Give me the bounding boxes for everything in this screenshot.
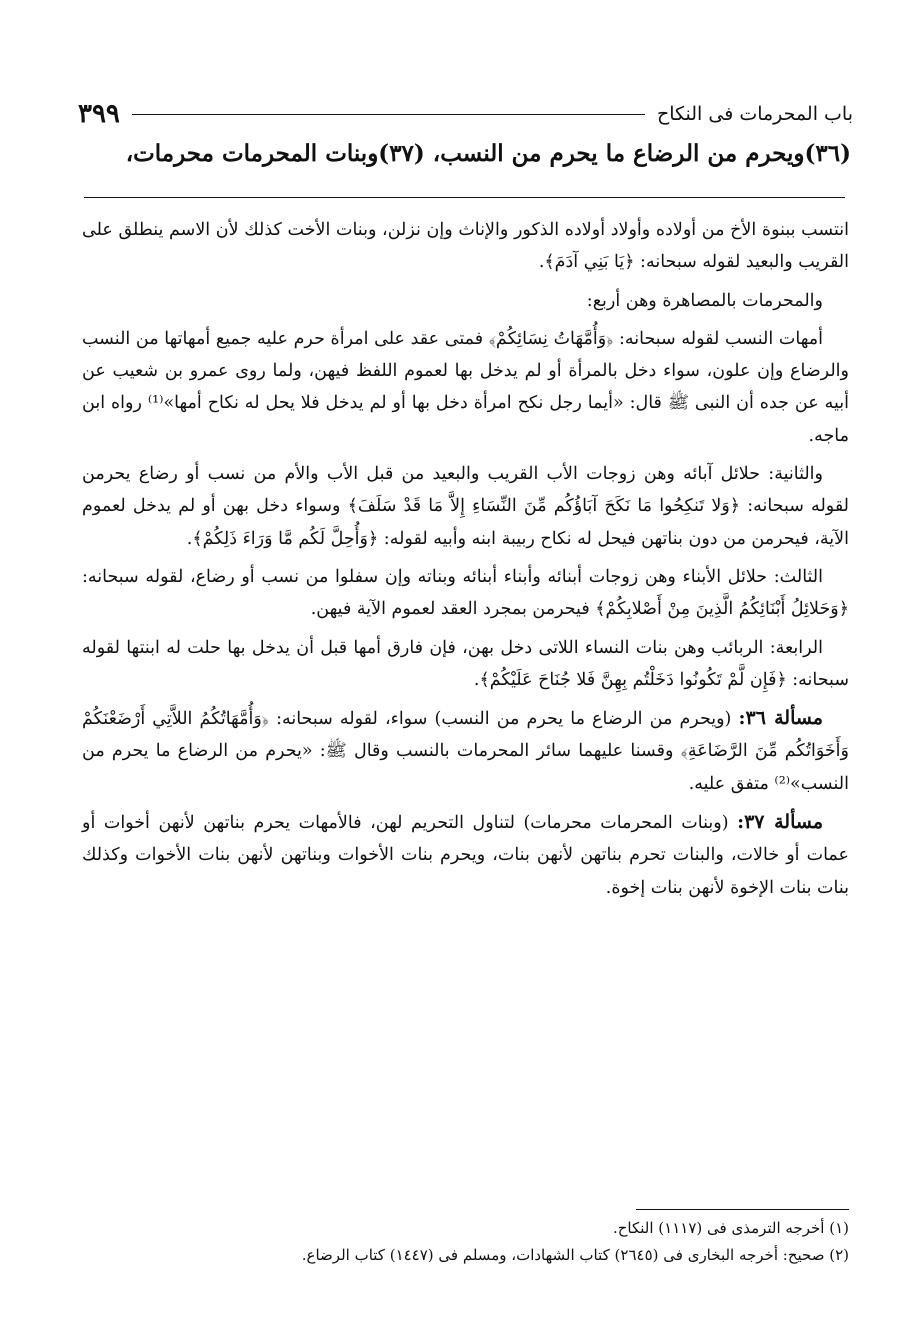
footnote-divider bbox=[636, 1209, 849, 1210]
matn-divider bbox=[84, 197, 845, 198]
paragraph: أمهات النسب لقوله سبحانه: ﴿وَأُمَّهَاتُ نِسَائِكُمْ﴾ فمتى عقد على امرأة حرم عليه جميع أمهاتها من النسب والرضاع وإن علون، سواء دخل بالمرأة أو لم يدخل بها لعموم اللفظ فيهن، ولما روى عمرو بن شعيب عن أبيه عن جده أن النبى ﷺ قال: «أيما رجل نكح امرأة دخل بها أو لم يدخل فلا يحل له نكاح أمها»⁽¹⁾ رواه ابن ماجه. bbox=[82, 328, 849, 446]
masala-36-paragraph bbox=[82, 702, 849, 800]
masala-37-label: مسألة ٣٧: bbox=[737, 811, 823, 834]
paragraph: والمحرمات بالمصاهرة وهن أربع: bbox=[586, 290, 823, 311]
footnotes bbox=[82, 1215, 849, 1269]
paragraph: الثالث: حلائل الأبناء وهن زوجات أبنائه وأبناء أبنائه وبناته وإن سفلوا من نسب أو رضاع، لقوله سبحانه: ﴿وَحَلائِلُ أَبْنَائِكُمُ الَّذِينَ مِنْ أَصْلابِكُمْ﴾ فيحرمن بمجرد العقد لعموم الآية فيهن. bbox=[82, 566, 849, 620]
running-header bbox=[78, 96, 853, 132]
masala-36-text: (ويحرم من الرضاع ما يحرم من النسب) سواء، لقوله سبحانه: ﴿وَأُمَّهَاتُكُمُ اللاَّتِي أَرْضَعْنَكُمْ وَأَخَوَاتُكُم مِّنَ الرَّضَاعَةِ﴾ وقسنا عليهما سائر المحرمات بالنسب وقال ﷺ: «يحرم من الرضاع ما يحرم من النسب»⁽²⁾ متفق عليه. bbox=[82, 709, 849, 794]
paragraph: انتسب ببنوة الأخ من أولاده وأولاد أولاده الذكور والإناث وإن نزلن، وبنات الأخت كذلك لأن الاسم ينطلق على القريب والبعيد لقوله سبحانه: ﴿يَا بَنِي آدَمَ﴾. bbox=[82, 220, 849, 273]
footnote: (٢) صحيح: أخرجه البخارى فى (٢٦٤٥) كتاب الشهادات، ومسلم فى (١٤٤٧) كتاب الرضاع. bbox=[301, 1246, 849, 1264]
commentary-body bbox=[82, 214, 849, 910]
masala-36-label: مسألة ٣٦: bbox=[738, 707, 823, 730]
footnote: (١) أخرجه الترمذى فى (١١١٧) النكاح. bbox=[612, 1219, 849, 1237]
masala-37-text: (وبنات المحرمات محرمات) لتناول التحريم لهن، فالأمهات يحرم بناتهن لأنهن أخوات أو عمات أو خالات، والبنات تحرم بناتهن لأنهن بنات، ويحرم بنات الأخوات وبناتهن لأنهن بنات الأخوات وكذلك بنات بنات الإخوة لأنهن بنات إخوة. bbox=[82, 813, 849, 898]
chapter-title: باب المحرمات فى النكاح bbox=[656, 103, 853, 125]
header-rule bbox=[132, 114, 645, 115]
paragraph: الرابعة: الربائب وهن بنات النساء اللاتى دخل بهن، فإن فارق أمها قبل أن يدخل بها حلت له ابنتها لقوله سبحانه: ﴿فَإِن لَّمْ تَكُونُوا دَخَلْتُم بِهِنَّ فَلا جُنَاحَ عَلَيْكُمْ﴾. bbox=[82, 637, 849, 690]
masala-37-paragraph bbox=[82, 806, 849, 904]
matn-text: (٣٦)ويحرم من الرضاع ما يحرم من النسب، (٣٧)وبنات المحرمات محرمات، bbox=[125, 140, 851, 167]
page-number: ٣٩٩ bbox=[78, 99, 120, 129]
paragraph: والثانية: حلائل آبائه وهن زوجات الأب القريب والبعيد من قبل الأب والأم من نسب أو رضاع يحرمن لقوله سبحانه: ﴿وَلا تَنكِحُوا مَا نَكَحَ آبَاؤُكُم مِّنَ النِّسَاءِ إِلاَّ مَا قَدْ سَلَفَ﴾ وسواء دخل بهن أو لم يدخل لعموم الآية، فيحرمن من دون بناتهن فيحل له نكاح ربيبة ابنه وأبيه لقوله: ﴿وَأُحِلَّ لَكُم مَّا وَرَاءَ ذَلِكُمْ﴾. bbox=[82, 464, 849, 549]
